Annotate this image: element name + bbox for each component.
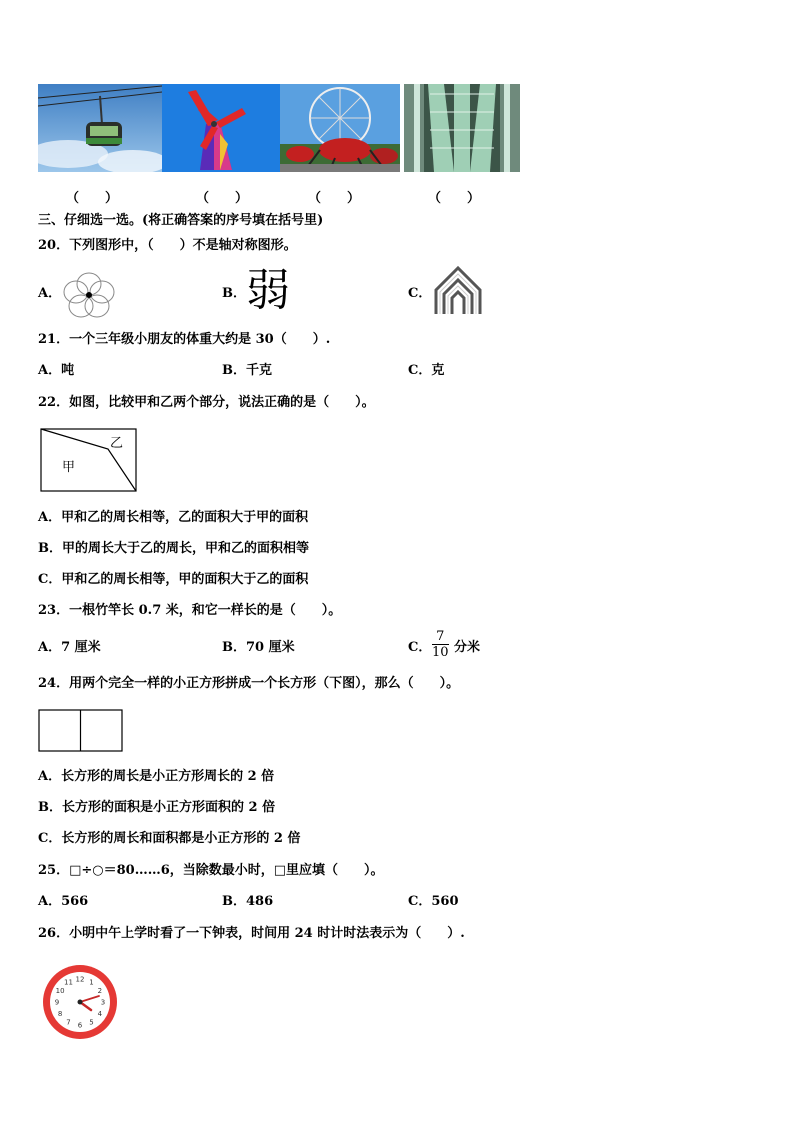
answer-paren-3: （ ） — [308, 191, 361, 206]
clock-number: 11 — [64, 978, 73, 987]
q25-option-b: B．486 — [222, 894, 274, 909]
q21-option-c: C．克 — [408, 363, 445, 378]
fraction-numerator: 7 — [432, 629, 449, 645]
fraction — [432, 629, 449, 660]
label-yi: 乙 — [110, 436, 124, 451]
q24-option-a: A．长方形的周长是小正方形周长的 2 倍 — [38, 769, 275, 784]
two-squares-figure — [38, 709, 124, 757]
q24-option-b: B．长方形的面积是小正方形面积的 2 倍 — [38, 800, 276, 815]
q24-option-c: C．长方形的周长和面积都是小正方形的 2 倍 — [38, 831, 301, 846]
clock-number: 1 — [89, 978, 94, 987]
section-heading: 三、仔细选一选。(将正确答案的序号填在括号里) — [38, 213, 324, 228]
q20-option-a-label: A． — [38, 286, 62, 301]
q25-option-a: A．566 — [38, 894, 89, 909]
label-jia: 甲 — [62, 460, 76, 475]
clock-number: 8 — [57, 1010, 63, 1018]
clock-number: 12 — [75, 975, 85, 984]
maze-logo-figure — [430, 264, 486, 324]
q22-option-b: B．甲的周长大于乙的周长，甲和乙的面积相等 — [38, 541, 309, 556]
escalator-photo — [404, 84, 520, 172]
q22-option-a: A．甲和乙的周长相等，乙的面积大于甲的面积 — [38, 510, 309, 525]
ferris-wheel-photo — [280, 84, 400, 172]
clock-number: 5 — [89, 1018, 94, 1027]
clock-number: 9 — [54, 998, 60, 1007]
answer-paren-2: （ ） — [196, 191, 249, 206]
q23-stem: 23．一根竹竿长 0.7 米，和它一样长的是（ ）。 — [38, 603, 342, 618]
q23-option-c-unit: 分米 — [454, 640, 481, 655]
q22-stem: 22．如图，比较甲和乙两个部分，说法正确的是（ ）。 — [38, 395, 375, 410]
cable-car-photo — [38, 84, 162, 172]
q25-option-c: C．560 — [408, 894, 459, 909]
clock-number: 2 — [97, 987, 103, 995]
windmill-photo — [162, 84, 280, 172]
clock-number: 10 — [55, 987, 65, 995]
q24-stem: 24．用两个完全一样的小正方形拼成一个长方形（下图），那么（ ）。 — [38, 676, 460, 691]
fraction-denominator: 10 — [432, 645, 449, 660]
jia-yi-figure — [40, 428, 138, 494]
clock-number: 6 — [77, 1021, 83, 1030]
q20-option-b-label: B． — [222, 286, 246, 301]
q20-stem: 20．下列图形中，（ ）不是轴对称图形。 — [38, 238, 297, 253]
clock-figure — [40, 962, 120, 1042]
clock-number: 3 — [100, 998, 106, 1007]
q21-stem: 21．一个三年级小朋友的体重大约是 30（ ）. — [38, 332, 331, 347]
q23-option-c-label: C． — [408, 640, 432, 655]
clock-number: 7 — [66, 1018, 71, 1027]
flower-figure — [62, 272, 116, 322]
answer-paren-4: （ ） — [428, 191, 481, 206]
q20-option-c-label: C． — [408, 286, 432, 301]
q22-option-c: C．甲和乙的周长相等，甲的面积大于乙的面积 — [38, 572, 309, 587]
photo-strip — [38, 84, 520, 172]
q23-option-b: B．70 厘米 — [222, 640, 295, 655]
q21-option-b: B．千克 — [222, 363, 272, 378]
character-figure: 弱 — [246, 265, 290, 316]
q25-stem: 25．□÷○＝80……6，当除数最小时，□里应填（ ）。 — [38, 863, 384, 878]
clock-number: 4 — [97, 1010, 103, 1018]
q26-stem: 26．小明中午上学时看了一下钟表，时间用 24 时计时法表示为（ ）. — [38, 926, 465, 941]
q21-option-a: A．吨 — [38, 363, 75, 378]
q23-option-a: A．7 厘米 — [38, 640, 101, 655]
answer-paren-1: （ ） — [66, 191, 119, 206]
